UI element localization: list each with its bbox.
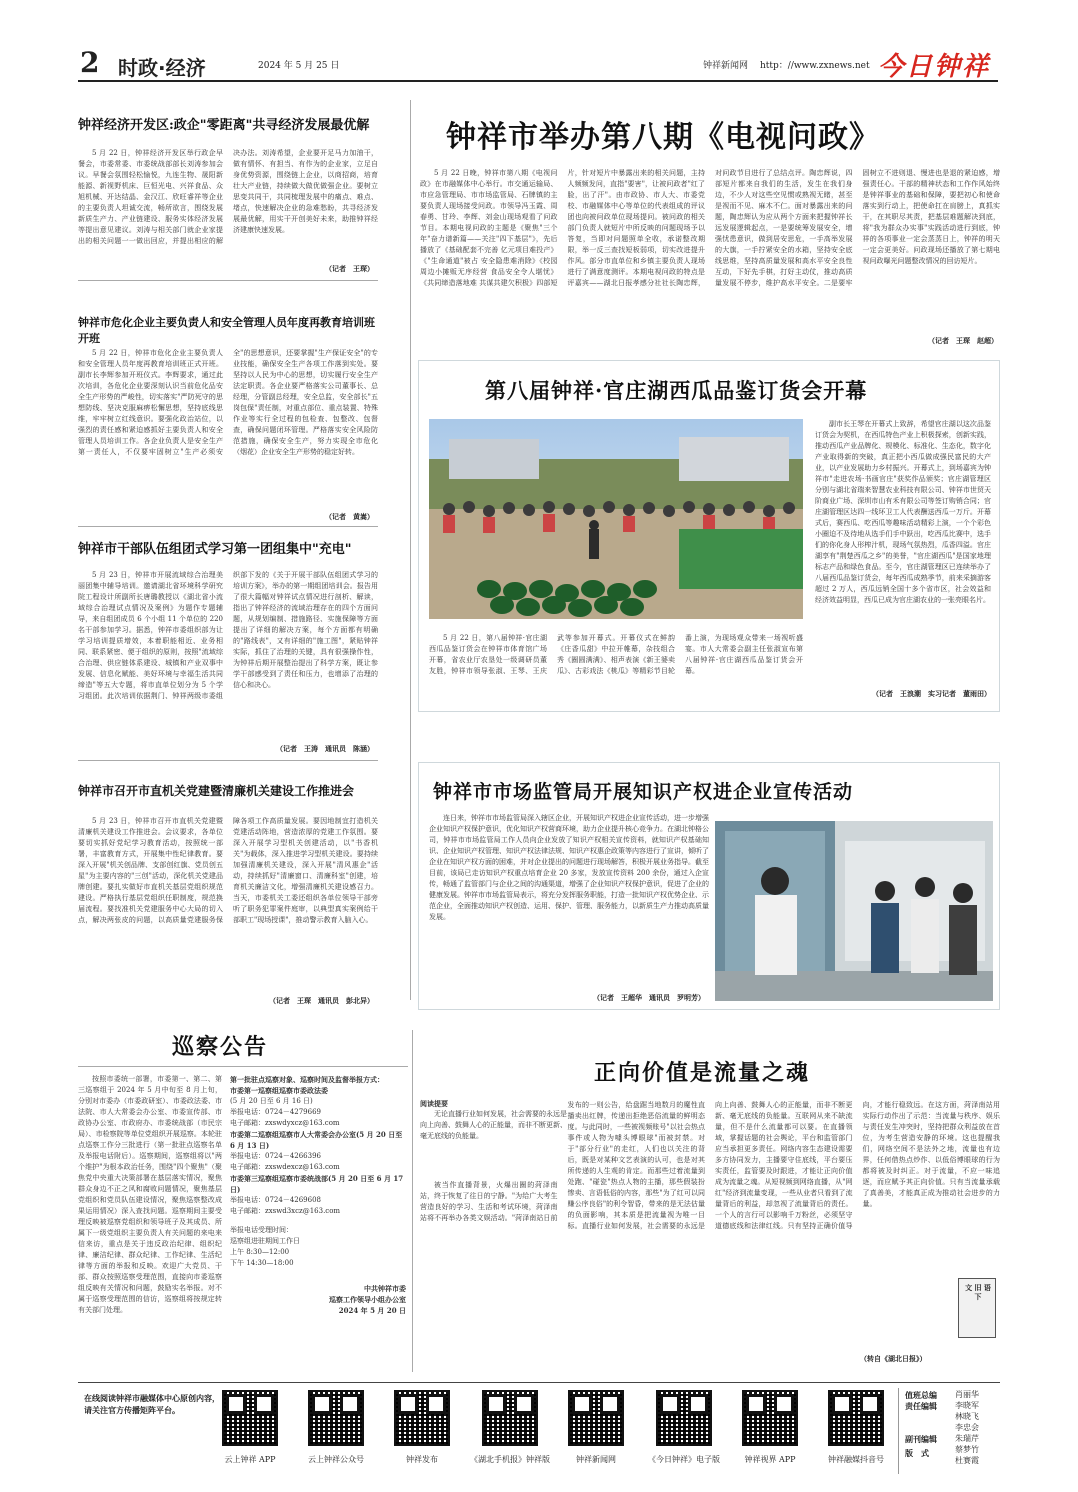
article-body-kaifaqu <box>78 148 378 258</box>
staff-value-4: 李忠会 <box>955 1423 979 1432</box>
article-title-zhiji: 钟祥市召开市直机关党建暨清廉机关建设工作推进会 <box>78 784 355 798</box>
article-title-kaifaqu: 钟祥经济开发区:政企"零距离"共寻经济发展最优解 <box>78 118 370 133</box>
article-body-xuncha <box>78 1074 222 1366</box>
column-stamp <box>958 1278 996 1338</box>
xuncha-phone: 举报电话：0724－4266396 <box>230 1152 321 1160</box>
xuncha-org: 市委第一巡察组巡察市委政法委 <box>230 1086 328 1095</box>
qr-label-5: 钟祥新闻网 <box>576 1455 616 1464</box>
xuncha-time: (5 月 20 日至 6 月 16 日) <box>230 1097 313 1105</box>
qr-label-8: 钟祥融媒抖音号 <box>828 1455 884 1464</box>
section-title: 时政·经济 <box>118 56 206 80</box>
article-body-zhishi <box>429 813 709 989</box>
footer-notice: 在线阅读钟祥市融媒体中心原创内容，请关注官方传播矩阵平台。 <box>84 1393 220 1415</box>
xuncha-org: 市委第三巡察组巡察市委统战部(5 月 20 日至 6 月 17 日) <box>230 1174 404 1194</box>
staff-value-3: 林晓飞 <box>955 1412 979 1421</box>
staff-value-7: 杜赛霞 <box>955 1456 979 1465</box>
qr-code-3[interactable] <box>394 1390 450 1446</box>
article-body-dianshi <box>420 168 1000 336</box>
xuncha-group-3 <box>230 1173 406 1217</box>
article-byline: （记者 王超华 通讯员 罗明芳） <box>593 993 705 1002</box>
brand-logo: 今日钟祥 <box>878 52 991 82</box>
article-title-dianshi: 钟祥市举办第八期《电视问政》 <box>446 120 880 155</box>
article-title-zhishi: 钟祥市市场监管局开展知识产权进企业宣传活动 <box>433 781 854 803</box>
staff-label-1: 值班总编 <box>905 1390 937 1400</box>
qr-label-7: 钟祥视界 APP <box>744 1455 796 1464</box>
staff-box <box>898 1388 1000 1474</box>
xuncha-phone: 举报电话：0724－4279669 <box>230 1108 321 1116</box>
article-text: 5 月 22 日，钟祥市危化企业主要负责人和安全管理人员年度再教育培训班正式开班。副市长李辉参加开班仪式。李辉要求，通过此次培训，各危化企业要深刻认识当前危化品安全生产形势的严峻性，切实落实"严防死守的思想防线、坚决克服麻痹松懈思想，坚持底线思维，牢牢树立红线意识。要强化政治站位，以强烈的责任感和紧迫感抓好主要负责人和安全管理人员培训工作。各企业负责人是安全生产第一责任人，不仅要牢固树立"生产必须安全"的思想意识，还要掌握"生产保证安全"的专业技能，确保安全生产各项工作落到实处。要坚持以人民为中心的思想，切实履行安全生产法定职责。各企业要严格落实公司董事长、总经理，分管副总经理，安全总监，安全部长"五岗包保"责任制，对重点部位、重点装置、特殊作业等实行全过程的包检查、包整改、包督查，确保问题闭环管理。严格落实安全风险防范措施，确保安全生产，努力实现全市危化（烟花）企业安全生产形势的稳定好转。 <box>78 349 378 456</box>
article-byline: （记者 王涛 通讯员 陈涵） <box>276 744 374 753</box>
xuncha-email[interactable]: 电子邮箱：zxswdyxcz@163.com <box>230 1119 340 1127</box>
inspection-photo <box>715 821 993 1001</box>
photo-watermelon-fair <box>429 419 803 619</box>
xuncha-group-2 <box>230 1129 406 1173</box>
article-byline: （记者 王浪潮 实习记者 董雨田） <box>872 689 991 698</box>
staff-value-5: 朱瑞芹 <box>955 1434 979 1443</box>
xuncha-list-heading: 第一批驻点巡察对象、巡察时间及监督举报方式： <box>230 1075 384 1084</box>
xuncha-org: 市委第二巡察组巡察市人大常委会办公室(5 月 20 日至 6 月 13 日) <box>230 1130 403 1150</box>
divider <box>78 526 378 527</box>
qr-code-4[interactable] <box>482 1390 538 1446</box>
article-text: 5 月 22 日晚，钟祥市第八期《电视问政》在市融媒体中心举行。市交通运输局、市应急管理局、市市场监管局、石牌镇的主要负责人现场接受问政。市领导冯玉霞、周春勇、甘玲、李辉、刘金山现场观看了问政节目。本期电视问政的主题是《聚焦"三个年"奋力谱新篇——关注"四下基层"》，先后播放了《基础配套不完善 亿元项目难投产》《"生命通道"被占 安全隐患难消除》《校园周边小摊贩无序经营 食品安全令人堪忧》《共同缔造落地难 共谋共建欠积极》四部短片，针对短片中暴露出来的相关问题，主持人频频发问，直指"要害"，让被问政者"红了脸，出了汗"。由市政协、市人大、市委党校、市融媒体中心等单位的代表组成的评议团也向被问政单位现场提问。被问政的相关部门负责人就短片中所反映的问题现场予以答复，当即对问题照单全收，承诺整改期限，举一反三查找短板弱项，切实改进提升作风。部分市直单位和乡镇主要负责人现场进行了满意度测评。本期电视问政的特点是评嘉宾——湖北日报孝感分社社长陶忠辉，对问政节目进行了总结点评。陶忠辉说，四部短片都来自我们的生活，发生在我们身边，不少人对这些空见惯或熟视无睹，甚至是视而不见、麻木不仁。面对暴露出来的问题，陶忠辉认为应从两个方面来把握钟祥长远发展逻辑起点，一是要统筹发展安全，增强忧患意识，做到居安思危，一手高举发展的大旗，一手拧紧安全的水箱，坚持安全底线思维，坚持高质量发展和高水平安全良性互动，下好先手棋，打好主动仗，推动高质量发展不停步，维护高水平安全。二是要牢固树立不进则退、慢进也是退的紧迫感，增强责任心。干部的精神状态和工作作风始终是钟祥事业的基础和保障，要把初心和使命落实到行动上，把使命扛在肩膀上，真抓实干，在其职尽其责，把基层难题解决到底，将"我为群众办实事"实践活动进行到底，钟祥的各项事业一定会蒸蒸日上，钟祥的明天一定会更美好。问政现场还播放了第七期电视问政曝光问题整改情况的回访短片。 <box>420 169 1000 287</box>
site-url[interactable]: http：//www.zxnews.net <box>760 61 870 71</box>
xuncha-signature-2: 巡察工作领导小组办公室 <box>329 1295 406 1304</box>
qr-code-6[interactable] <box>656 1390 712 1446</box>
article-box-xigua <box>418 360 1000 712</box>
article-byline: （转自《湖北日报》） <box>860 1354 927 1363</box>
lead-text: 无论直播行业如何发展，社会需要的永远是向上向善、鼓舞人心的正能量，而非不断更新、毫无底线的负能量。 <box>420 1110 567 1140</box>
watermelon-fair-photo <box>429 419 803 619</box>
site-name: 钟祥新闻网 <box>703 61 749 71</box>
article-title-xigua: 第八届钟祥·官庄湖西瓜品鉴订货会开幕 <box>485 378 868 403</box>
article-byline: （记者 王琛 通讯员 彭北异） <box>269 996 374 1005</box>
staff-value-1: 肖丽华 <box>955 1390 979 1399</box>
qr-code-2[interactable] <box>308 1390 364 1446</box>
qr-label-2: 云上钟祥公众号 <box>308 1455 364 1464</box>
article-text: 副市长王琴在开幕式上致辞，希望官庄湖以这次品鉴订货会为契机，在西瓜特色产业上积极探索，创新实践，推动西瓜产业品牌化、规模化、标准化、生态化，数字化产业取得新的突破，真正把小西瓜做成强民富民的大产业，以产业发展助力乡村振兴。开幕式上，到场嘉宾为钟祥市"走进农场·书画官庄"获奖作品颁奖；官庄湖管理区分别与湖北省瑞来智慧农业科技有限公司、钟祥市世贸天阶商业广场、深圳市山有禾有限公司等签订购销合同；官庄湖管理区达四一线环卫工人代表酬送西瓜一万斤。开幕式后，赛西瓜、吃西瓜等趣味活动精彩上演，一个个彩色小圈迫不及待地从选手们手中跃出，吃西瓜比赛中，选手们的你化身人形榨汁机，现场气氛热烈，瓜香四溢。官庄湖享有"荆楚西瓜之乡"的美誉，"官庄湖西瓜"是国家地理标志产品和绿色食品。至今，官庄湖管理区已连续举办了八届西瓜品鉴订货会，每年西瓜成熟季节，前来采摘游客超过 2 万人，西瓜远销全国十多个省市区，社会效益和经济效益明显，西瓜已成为官庄湖农业的一张亮眼名片。 <box>815 420 991 604</box>
xuncha-accept-3: 下午 14:30—18:00 <box>230 1259 294 1267</box>
article-body-xigua-right <box>815 419 991 683</box>
article-title-zhengxiang: 正向价值是流量之魂 <box>594 1060 811 1086</box>
article-text: 按照市委统一部署，市委第一、第二、第三巡察组于 2024 年 5 月中旬至 8 月上旬，分别对市委办（市委政研室）、市委政法委、市法院、市人大常委会办公室、市委宣传部、市政协办公室、市政府办、市委统战部（市民宗局）、市检察院等单位党组织开展巡察。本轮驻点巡察工作分三批进行（第一批驻点巡察名单及举报电话附后）。巡察期间，巡察组将以"两个维护"为根本政治任务，围绕"四个聚焦"（聚焦党中央重大决策部署在基层落实情况，聚焦群众身边不正之风和腐败问题情况，聚焦基层党组织和党员队伍建设情况，聚焦巡察整改成果运用情况）深入查找问题。巡察期间主要受理反映被巡察党组织和领导班子及其成员、所属下一级党组织主要负责人有关问题的来电来信来访，重点是关于违反政治纪律、组织纪律、廉洁纪律、群众纪律、工作纪律、生活纪律等方面的举报和反映。欢迎广大党员、干部、群众按照巡察受理范围，直接向市委巡察组反映有关情况和问题，鼓励实名举报。对不属于巡察受理范围的信访，巡察组将按规定转有关部门处理。 <box>78 1075 222 1314</box>
article-body-zhengxiang <box>420 1100 1000 1370</box>
issue-date: 2024 年 5 月 25 日 <box>258 61 340 71</box>
staff-value-6: 蔡梦竹 <box>955 1445 979 1454</box>
xuncha-accept-label: 举报电话受理时间： <box>230 1226 293 1234</box>
footer-divider <box>78 1382 1000 1383</box>
xuncha-email[interactable]: 电子邮箱：zxswdexcz@163.com <box>230 1163 340 1171</box>
article-body-weihua <box>78 348 378 508</box>
xuncha-list <box>230 1074 406 1366</box>
qr-code-8[interactable] <box>828 1390 884 1446</box>
xuncha-group-1 <box>230 1085 406 1129</box>
xuncha-accept-2: 上午 8:30—12:00 <box>230 1248 290 1256</box>
article-body-zhiji <box>78 816 378 992</box>
photo-inspection <box>715 821 993 1001</box>
column-divider <box>412 1030 413 1372</box>
qr-code-5[interactable] <box>568 1390 624 1446</box>
xuncha-accept-1: 巡察组进驻期间工作日 <box>230 1237 300 1245</box>
article-text: 被当作直播背景，火爆出圈的菏泽南站，终于恢复了往日的宁静。"为给广大考生营造良好的学习、生活和考试环境，菏泽南站将不再举办各类文娱活动。"菏泽南站日前发布的一则公告，给盘踞当地数月的魔性直播卖出红牌，传递出拒绝恶俗流量的鲜明态度。与此同时，一些被视频账号"以社会热点事件或人物为噱头博眼球"而被封禁。对于"部分行业"的走红，人们也以关注的背后，既是对某种文艺表演的认可，也是对其所传递的人生观的肯定。而那些过着流量到处跑、"碰瓷"热点人物的主播，那些假装扮惨卖、言语低俗的内容，那些"为了红可以同赚公序良俗"的利令智昏，带来的是无法估量的负面影响，其本质是把流量视为唯一目标。直播行业如何发展，社会需要的永远是向上向善、鼓舞人心的正能量，而非不断更新、毫无底线的负能量。互联网从来不缺流量，但不是什么流量都可以要。在直播领域，掌握话题的社会舆论，平台和监管部门应当承担更多责任。网络内容生态建设需要多方协同发力，主播要守住底线，平台要压实责任，监管要及时跟进，才能让正向价值成为流量之魂。从短视频到网络直播，从"网红"经济到流量变现，一些从业者只看到了流量背后的利益，却忽视了流量背后的责任。一个人的言行可以影响千万粉丝，必须坚守道德底线和法律红线。只有坚持正确价值导向，才能行稳致远。在这方面，菏泽南站用实际行动作出了示范：当流量与秩序、娱乐与责任发生冲突时，坚持把群众利益放在首位，为考生营造安静的环境。这也提醒我们，网络空间不是法外之地，流量也有边界，任何借热点炒作、以低俗博眼球的行为都将被及时纠正。对于流量，不应一味追逐，而应赋予其正向价值。只有当流量承载了真善美，才能真正成为推动社会进步的力量。 <box>420 1101 1000 1230</box>
article-byline: （记者 黄嵩） <box>325 512 374 521</box>
qr-label-4: 《湖北手机报》钟祥版 <box>470 1455 550 1464</box>
stamp-label: 文 旧 语 下 <box>965 1283 991 1301</box>
divider <box>78 760 378 761</box>
divider <box>78 1066 408 1067</box>
qr-code-7[interactable] <box>742 1390 798 1446</box>
article-text: 连日来，钟祥市市场监管局深入辖区企业，开展知识产权进企业宣传活动，进一步增强企业知识产权保护意识，优化知识产权营商环境，助力企业提升核心竞争力。在湖北钟格公司，钟祥市市场监管局工作人员向企业发放了知识产权相关宣传资料，就知识产权基础知识、企业知识产权管理、知识产权法律法规、知识产权惠企政策等内容进行了宣讲，倾听了企业在知识产权方面的困难，并对企业提出的问题进行现场解答，积极开展业务指导。截至目前，该局已走访知识产权重点培育企业 20 多家，发放宣传资料 200 余份，通过入企宣传，畅通了监管部门与企业之间的沟通渠道，增强了企业知识产权保护意识，促进了企业的健康发展。钟祥市市场监管局表示，将充分发挥服务职能，打造一批知识产权优势企业、示范企业，全面推动知识产权创造、运用、保护、管理、服务能力，以新质生产力推动高质量发展。 <box>429 814 709 921</box>
staff-label-2: 责任编辑 <box>905 1401 937 1411</box>
article-title-ganbu: 钟祥市干部队伍组团式学习第一团组集中"充电" <box>78 542 352 557</box>
article-title-weihua: 钟祥市危化企业主要负责人和安全管理人员年度再教育培训班开班 <box>78 316 375 345</box>
qr-label-3: 钟祥发布 <box>406 1455 438 1464</box>
xuncha-signature-3: 2024 年 5 月 20 日 <box>338 1306 406 1315</box>
article-text: 5 月 23 日，钟祥市开展流域综合治理美丽团集中辅导培训。邀请湖北省环境科学研究院工程设计所副所长唐璐教授以《湖北省小流域综合治理试点情况及案例》为题作专题辅导，来自组团成员 6 个小组 11 个单位的 220 名干部参加学习。据悉，钟祥市委组织部为让学习培训提质增效，本着职能相近、业务相同、联系紧密、便于组织的原则，按照"流域综合治理、供应链体系建设、城镇和产业双事中发展、信息化赋能、美好环境与幸福生活共同缔造"等五大专题，将市直单位划分为 5 个学习组团。此次培训依据荆门、钟祥两级市委组织部下发的《关于开展干部队伍组团式学习的培训方案》，举办的第一期组团培训会。报告用了很大篇幅对钟祥试点情况进行剖析、解读，指出了钟祥经济的流域治理存在的四个方面问题，从规划编制、措施路径、实施保障等方面提出了详细的解决方案，每个方面都有明确的"路线表"，又有详细的"施工图"，紧贴钟祥实际，抓住了治理的关键，具有很强操作性，为钟祥后期开展整治提出了科学方案，既让参学干部感受到了责任和压力，也增添了治理的信心和决心。 <box>78 571 378 700</box>
qr-label-1: 云上钟祥 APP <box>224 1455 276 1464</box>
lead-label: 阅读提要 <box>420 1099 448 1108</box>
staff-label-4: 版 式 <box>905 1448 929 1458</box>
qr-code-1[interactable] <box>222 1390 278 1446</box>
xuncha-email[interactable]: 电子邮箱：zxswd3xcz@163.com <box>230 1207 341 1215</box>
xuncha-phone: 举报电话：0724－4269608 <box>230 1196 321 1204</box>
page-number: 2 <box>80 46 100 79</box>
article-text: 5 月 23 日，钟祥市召开市直机关党建暨清廉机关建设工作推进会。会议要求，各单位要切实抓好党纪学习教育活动，按照统一部署，丰富教育方式，开展集中性纪律教育。要深入开展"机关创品牌、支部创红旗、党员创五星"为主要内容的"三创"活动，深化机关党建品牌创建。要扎实做好市直机关基层党组织规范建设。严格执行基层党组织任职制度，规范换届流程。要找准机关党建服务中心大局的切入点，解决两张皮的问题，以高质量党建服务保障各项工作高质量发展。要因地制宜打造机关党建活动阵地，营造浓厚的党建工作氛围。要深入开展学习型机关创建活动，以"书香机关"为载体，深入推进学习型机关建设。要持续加强清廉机关建设，深入开展"清风惠企"活动，持续抓好"清廉窗口、清廉科室"创建，培育机关廉洁文化，增强清廉机关建设感召力。当天，市委机关工委还组织各单位领导干部旁听了职务犯罪案件庭审，以典型真实案例给干部职工"现场授课"，推动警示教育入脑入心。 <box>78 817 378 924</box>
column-divider <box>410 100 411 1000</box>
article-box-zhishi <box>418 762 1000 1010</box>
article-byline: （记者 王琛） <box>325 264 374 273</box>
article-body-xigua-bottom <box>429 633 803 695</box>
qr-label-6: 《今日钟祥》电子版 <box>648 1455 720 1464</box>
article-text: 5 月 22 日，钟祥经济开发区举行政企早餐会，市委常委、市委统战部部长刘涛参加会议。早餐会氛围轻松愉悦，九连生物、晟阳新能源、新视野机床、巨恒光电、兴祥食品、众旭机械、开达结晶、金汉江、欣旺睿祥等企业的主要负责人坦诚交流，畅所欲言，围绕发展新质生产力、产业链建设、服务实体经济发展等提出意见建议。刘涛与相关部门就企业家提出的相关问题一一做出回应，并提出相应的解决办法。刘涛希望，企业要开足马力加油干，做有情怀、有担当、有作为的企业家，立足自身优势资源，围绕链上企业，以商招商，培育壮大产业链，持续做大做优做强企业。要树立思变共同干，共同梳理发展中的痛点、难点、堵点，快速解决企业的急难愁盼，共寻经济发展最优解，用实干开创美好未来，助推钟祥经济建康快速发展。 <box>78 149 378 245</box>
article-text: 5 月 22 日，第八届钟祥·官庄湖西瓜品鉴订货会在钟祥市体育馆广场开幕，省农业厅农垦处一级调研员董友胜，钟祥市领导张淑、王琴、王庆武等参加开幕式。开幕仪式在鲜韵《庄香瓜甜》中拉开帷幕，杂技组合秀《圈圆满满》、相声表演《新王婆卖瓜》、古彩戏法《桃瓜》等精彩节目轮番上演，为现场观众带来一场视听盛宴。市人大常委会副主任张淑宣布第八届钟祥·官庄湖西瓜品鉴订货会开幕。 <box>429 634 803 675</box>
page-header <box>78 48 998 82</box>
divider <box>78 280 378 281</box>
article-body-ganbu <box>78 570 378 740</box>
article-title-xuncha: 巡察公告 <box>172 1034 269 1060</box>
xuncha-signature-1: 中共钟祥市委 <box>364 1284 406 1293</box>
article-byline: （记者 王琛 赵超） <box>928 336 998 345</box>
staff-label-3: 副刊编辑 <box>905 1434 937 1444</box>
staff-value-2: 李晓军 <box>955 1401 979 1410</box>
